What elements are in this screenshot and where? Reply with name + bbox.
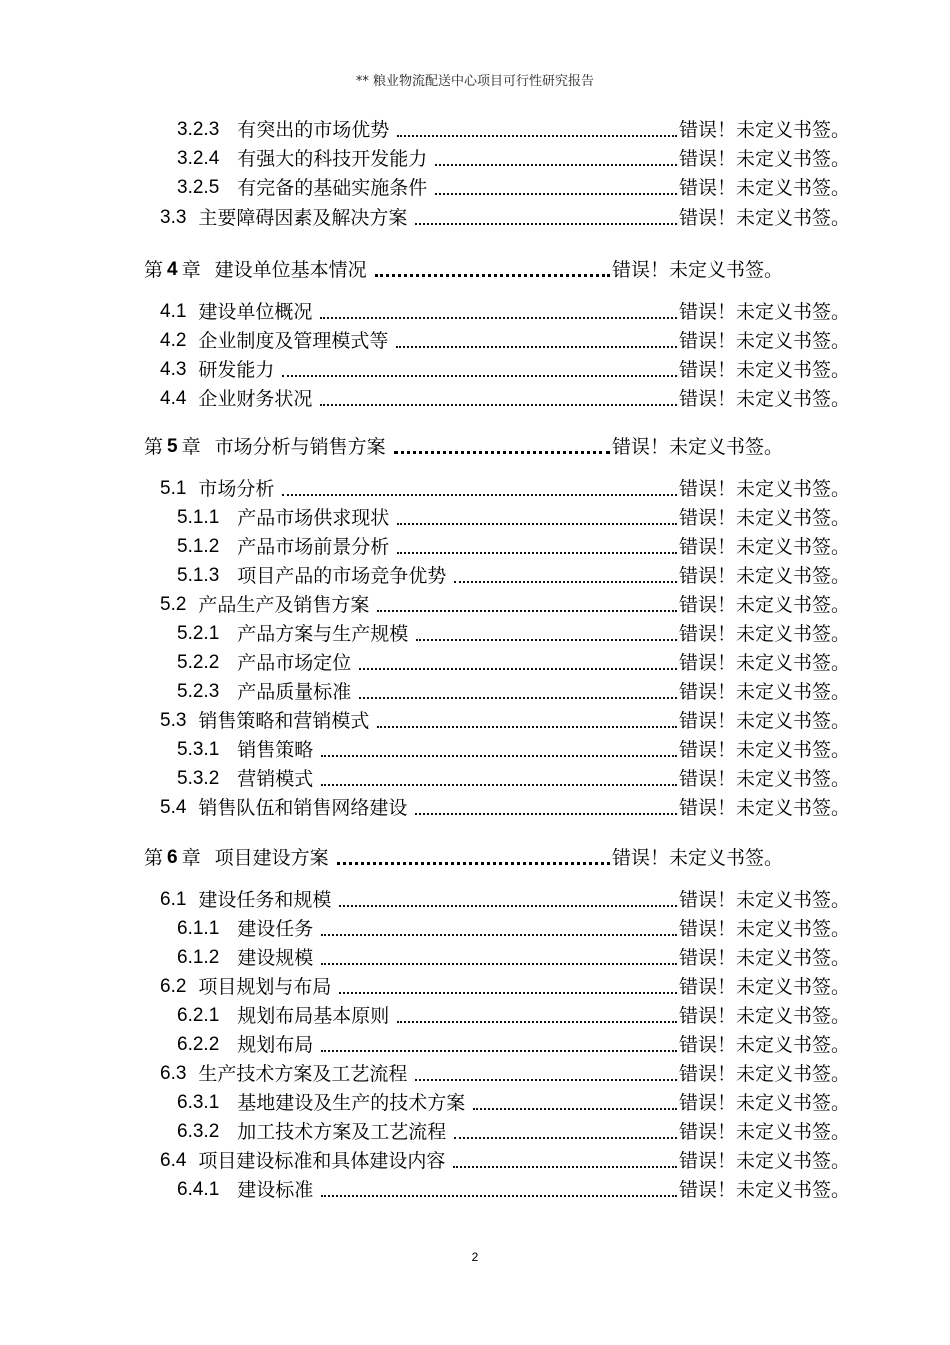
toc-entry-number: 6.1 xyxy=(160,889,187,910)
toc-dot-line xyxy=(337,862,610,865)
toc-dot-leader xyxy=(415,1060,677,1088)
toc-entry-number: 5.3 xyxy=(160,710,187,731)
toc-chapter-number: 4 xyxy=(167,259,178,280)
toc-dot-leader xyxy=(282,356,677,384)
toc-entry-page-ref: 错误！未定义书签。 xyxy=(678,710,850,732)
toc-dot-leader xyxy=(375,256,610,284)
toc-entry-page-ref: 错误！未定义书签。 xyxy=(678,947,850,969)
toc-entry-number: 3.2.5 xyxy=(177,177,220,198)
toc-entry-title: 企业制度及管理模式等 xyxy=(198,330,389,352)
toc-entry-title: 研发能力 xyxy=(198,359,275,381)
toc-entry-number: 5.2.2 xyxy=(177,652,220,673)
toc-dot-leader xyxy=(337,844,610,872)
toc-entry[interactable] xyxy=(160,1147,850,1175)
toc-entry-number: 6.3.2 xyxy=(177,1121,220,1142)
toc-dot-line xyxy=(415,223,677,225)
toc-entry-title: 基地建设及生产的技术方案 xyxy=(237,1092,466,1114)
toc-entry-page-ref: 错误！未定义书签。 xyxy=(678,301,850,323)
toc-dot-leader xyxy=(397,116,677,144)
toc-entry-title: 销售策略 xyxy=(237,739,314,761)
toc-entry[interactable] xyxy=(160,385,850,413)
toc-entry[interactable] xyxy=(160,356,850,384)
toc-entry-page-ref: 错误！未定义书签。 xyxy=(678,478,850,500)
toc-entry[interactable] xyxy=(160,327,850,355)
toc-entry-number: 6.1.2 xyxy=(177,947,220,968)
toc-dot-line xyxy=(377,726,677,728)
toc-entry-page-ref: 错误！未定义书签。 xyxy=(678,1034,850,1056)
toc-entry-page-ref: 错误！未定义书签。 xyxy=(611,259,783,281)
toc-entry-title: 主要障碍因素及解决方案 xyxy=(198,207,408,229)
toc-entry-page-ref: 错误！未定义书签。 xyxy=(678,976,850,998)
toc-entry[interactable] xyxy=(160,707,850,735)
toc-entry-title: 生产技术方案及工艺流程 xyxy=(198,1063,408,1085)
toc-entry-page-ref: 错误！未定义书签。 xyxy=(678,119,850,141)
toc-dot-leader xyxy=(321,944,677,972)
toc-entry-title: 规划布局基本原则 xyxy=(237,1005,390,1027)
toc-entry-page-ref: 错误！未定义书签。 xyxy=(678,1121,850,1143)
toc-chapter-suffix: 章 xyxy=(181,436,201,458)
toc-dot-line xyxy=(394,451,610,454)
toc-entry-title: 建设单位基本情况 xyxy=(214,259,367,281)
toc-entry-page-ref: 错误！未定义书签。 xyxy=(678,797,850,819)
toc-entry-number: 6.2 xyxy=(160,976,187,997)
toc-entry[interactable] xyxy=(177,1002,850,1030)
toc-dot-leader xyxy=(339,973,677,1001)
toc-entry[interactable] xyxy=(177,533,850,561)
toc-entry-page-ref: 错误！未定义书签。 xyxy=(678,388,850,410)
toc-entry-title: 有突出的市场优势 xyxy=(237,119,390,141)
toc-dot-line xyxy=(415,1079,677,1081)
toc-chapter-number: 6 xyxy=(167,847,178,868)
toc-entry-page-ref: 错误！未定义书签。 xyxy=(678,1179,850,1201)
toc-entry[interactable] xyxy=(177,649,850,677)
toc-dot-line xyxy=(375,274,610,277)
toc-entry-title: 产品质量标准 xyxy=(237,681,352,703)
toc-entry-title: 销售策略和营销模式 xyxy=(198,710,370,732)
toc-dot-line xyxy=(473,1108,677,1110)
toc-dot-line xyxy=(321,963,677,965)
toc-dot-leader xyxy=(415,204,677,232)
toc-entry[interactable] xyxy=(160,204,850,232)
toc-chapter-prefix: 第 xyxy=(144,436,164,458)
toc-chapter-prefix: 第 xyxy=(144,847,164,869)
toc-entry[interactable] xyxy=(177,174,850,202)
toc-dot-leader xyxy=(320,385,677,413)
toc-entry-number: 4.3 xyxy=(160,359,187,380)
toc-entry-number: 5.2.1 xyxy=(177,623,220,644)
page-number: 2 xyxy=(471,1250,479,1264)
toc-dot-line xyxy=(321,784,677,786)
toc-entry[interactable] xyxy=(177,678,850,706)
toc-dot-leader xyxy=(454,562,677,590)
toc-entry-number: 5.4 xyxy=(160,797,187,818)
toc-entry-page-ref: 错误！未定义书签。 xyxy=(678,681,850,703)
toc-dot-line xyxy=(321,755,677,757)
toc-dot-line xyxy=(396,346,677,348)
toc-entry[interactable] xyxy=(160,886,850,914)
toc-entry-title: 建设规模 xyxy=(237,947,314,969)
toc-entry-number: 4.1 xyxy=(160,301,187,322)
toc-dot-leader xyxy=(415,794,677,822)
toc-entry-page-ref: 错误！未定义书签。 xyxy=(678,177,850,199)
toc-dot-leader xyxy=(359,649,677,677)
toc-dot-line xyxy=(415,813,677,815)
toc-entry-number: 5.1.2 xyxy=(177,536,220,557)
toc-chapter-suffix: 章 xyxy=(181,259,201,281)
page-header: ** 粮业物流配送中心项目可行性研究报告 xyxy=(355,74,595,89)
toc-entry-title: 市场分析与销售方案 xyxy=(214,436,386,458)
toc-dot-leader xyxy=(453,1147,677,1175)
toc-dot-leader xyxy=(394,433,610,461)
toc-dot-leader xyxy=(435,145,677,173)
toc-entry-number: 5.1.1 xyxy=(177,507,220,528)
toc-dot-line xyxy=(397,135,677,137)
toc-entry-number: 5.3.1 xyxy=(177,739,220,760)
toc-entry[interactable] xyxy=(177,1031,850,1059)
toc-entry-title: 项目建设方案 xyxy=(214,847,329,869)
toc-dot-leader xyxy=(321,1176,677,1204)
toc-dot-line xyxy=(320,317,677,319)
toc-dot-leader xyxy=(321,765,677,793)
toc-entry-title: 建设任务 xyxy=(237,918,314,940)
toc-dot-line xyxy=(453,1166,677,1168)
toc-dot-leader xyxy=(396,327,677,355)
toc-entry[interactable] xyxy=(160,794,850,822)
toc-entry[interactable] xyxy=(177,116,850,144)
toc-entry-title: 市场分析 xyxy=(198,478,275,500)
toc-entry[interactable] xyxy=(177,145,850,173)
toc-entry[interactable] xyxy=(177,1089,850,1117)
toc-entry[interactable] xyxy=(160,475,850,503)
toc-chapter-entry[interactable] xyxy=(144,844,783,872)
toc-entry[interactable] xyxy=(177,1176,850,1204)
toc-dot-leader xyxy=(339,886,677,914)
toc-entry-title: 产品市场定位 xyxy=(237,652,352,674)
toc-entry-title: 企业财务状况 xyxy=(198,388,313,410)
toc-entry[interactable] xyxy=(177,620,850,648)
toc-entry-page-ref: 错误！未定义书签。 xyxy=(678,918,850,940)
toc-entry-page-ref: 错误！未定义书签。 xyxy=(678,739,850,761)
toc-dot-line xyxy=(359,697,677,699)
toc-entry-title: 项目产品的市场竞争优势 xyxy=(237,565,447,587)
toc-dot-leader xyxy=(320,298,677,326)
toc-dot-line xyxy=(397,552,677,554)
toc-dot-line xyxy=(339,905,677,907)
toc-entry-page-ref: 错误！未定义书签。 xyxy=(678,594,850,616)
toc-entry-number: 6.4 xyxy=(160,1150,187,1171)
toc-entry[interactable] xyxy=(160,298,850,326)
toc-dot-leader xyxy=(416,620,677,648)
toc-entry-page-ref: 错误！未定义书签。 xyxy=(611,436,783,458)
toc-dot-line xyxy=(454,1137,677,1139)
toc-dot-line xyxy=(397,523,677,525)
toc-chapter-suffix: 章 xyxy=(181,847,201,869)
toc-entry[interactable] xyxy=(160,591,850,619)
toc-chapter-prefix: 第 xyxy=(144,259,164,281)
toc-entry-page-ref: 错误！未定义书签。 xyxy=(678,207,850,229)
toc-dot-line xyxy=(435,193,677,195)
toc-dot-line xyxy=(321,934,677,936)
toc-entry-page-ref: 错误！未定义书签。 xyxy=(678,623,850,645)
toc-dot-leader xyxy=(359,678,677,706)
toc-entry-title: 产品市场供求现状 xyxy=(237,507,390,529)
toc-dot-line xyxy=(282,494,677,496)
toc-dot-line xyxy=(435,164,677,166)
toc-entry-title: 建设单位概况 xyxy=(198,301,313,323)
toc-entry-title: 产品生产及销售方案 xyxy=(198,594,370,616)
toc-dot-line xyxy=(416,639,677,641)
toc-entry-title: 有强大的科技开发能力 xyxy=(237,148,428,170)
toc-entry-number: 5.1.3 xyxy=(177,565,220,586)
toc-entry-title: 加工技术方案及工艺流程 xyxy=(237,1121,447,1143)
toc-entry-page-ref: 错误！未定义书签。 xyxy=(678,768,850,790)
toc-entry[interactable] xyxy=(177,504,850,532)
toc-entry-number: 5.2.3 xyxy=(177,681,220,702)
toc-entry-number: 6.3.1 xyxy=(177,1092,220,1113)
toc-entry-page-ref: 错误！未定义书签。 xyxy=(678,1092,850,1114)
toc-entry-page-ref: 错误！未定义书签。 xyxy=(678,507,850,529)
toc-entry-page-ref: 错误！未定义书签。 xyxy=(678,889,850,911)
toc-entry-title: 营销模式 xyxy=(237,768,314,790)
toc-entry[interactable] xyxy=(177,562,850,590)
toc-entry[interactable] xyxy=(177,1118,850,1146)
toc-entry-page-ref: 错误！未定义书签。 xyxy=(678,1150,850,1172)
toc-chapter-entry[interactable] xyxy=(144,256,783,284)
toc-entry-number: 4.4 xyxy=(160,388,187,409)
toc-entry[interactable] xyxy=(177,736,850,764)
toc-dot-leader xyxy=(377,707,677,735)
toc-entry-title: 项目规划与布局 xyxy=(198,976,332,998)
toc-entry-number: 5.1 xyxy=(160,478,187,499)
toc-entry-page-ref: 错误！未定义书签。 xyxy=(678,536,850,558)
toc-entry-number: 5.2 xyxy=(160,594,187,615)
toc-dot-line xyxy=(321,1195,677,1197)
toc-chapter-entry[interactable] xyxy=(144,433,783,461)
toc-entry-page-ref: 错误！未定义书签。 xyxy=(611,847,783,869)
toc-dot-leader xyxy=(321,736,677,764)
toc-entry-number: 3.2.4 xyxy=(177,148,220,169)
toc-dot-leader xyxy=(397,504,677,532)
toc-dot-leader xyxy=(321,915,677,943)
toc-dot-leader xyxy=(435,174,677,202)
toc-dot-line xyxy=(359,668,677,670)
toc-entry-number: 6.4.1 xyxy=(177,1179,220,1200)
toc-entry[interactable] xyxy=(177,915,850,943)
toc-entry-title: 销售队伍和销售网络建设 xyxy=(198,797,408,819)
toc-entry-page-ref: 错误！未定义书签。 xyxy=(678,652,850,674)
toc-dot-line xyxy=(377,610,677,612)
toc-entry-title: 产品市场前景分析 xyxy=(237,536,390,558)
toc-entry-title: 有完备的基础实施条件 xyxy=(237,177,428,199)
toc-entry[interactable] xyxy=(177,944,850,972)
toc-dot-line xyxy=(339,992,677,994)
toc-dot-leader xyxy=(321,1031,677,1059)
toc-entry-title: 建设任务和规模 xyxy=(198,889,332,911)
toc-dot-line xyxy=(397,1021,677,1023)
toc-entry-page-ref: 错误！未定义书签。 xyxy=(678,1005,850,1027)
toc-dot-line xyxy=(454,581,677,583)
toc-entry-number: 5.3.2 xyxy=(177,768,220,789)
toc-dot-leader xyxy=(377,591,677,619)
toc-dot-leader xyxy=(454,1118,677,1146)
toc-entry-number: 6.2.2 xyxy=(177,1034,220,1055)
toc-entry-title: 规划布局 xyxy=(237,1034,314,1056)
toc-entry[interactable] xyxy=(160,973,850,1001)
toc-entry-number: 4.2 xyxy=(160,330,187,351)
toc-dot-line xyxy=(320,404,677,406)
toc-dot-leader xyxy=(282,475,677,503)
toc-entry-title: 建设标准 xyxy=(237,1179,314,1201)
toc-dot-leader xyxy=(473,1089,677,1117)
toc-entry-page-ref: 错误！未定义书签。 xyxy=(678,330,850,352)
toc-entry-page-ref: 错误！未定义书签。 xyxy=(678,565,850,587)
toc-entry-number: 3.2.3 xyxy=(177,119,220,140)
toc-entry[interactable] xyxy=(160,1060,850,1088)
toc-entry-title: 项目建设标准和具体建设内容 xyxy=(198,1150,446,1172)
toc-dot-leader xyxy=(397,1002,677,1030)
toc-entry-number: 6.2.1 xyxy=(177,1005,220,1026)
toc-dot-leader xyxy=(397,533,677,561)
toc-chapter-number: 5 xyxy=(167,436,178,457)
toc-entry-number: 6.3 xyxy=(160,1063,187,1084)
toc-entry[interactable] xyxy=(177,765,850,793)
toc-entry-page-ref: 错误！未定义书签。 xyxy=(678,148,850,170)
toc-entry-number: 3.3 xyxy=(160,207,187,228)
toc-entry-page-ref: 错误！未定义书签。 xyxy=(678,1063,850,1085)
toc-entry-title: 产品方案与生产规模 xyxy=(237,623,409,645)
toc-entry-number: 6.1.1 xyxy=(177,918,220,939)
toc-dot-line xyxy=(321,1050,677,1052)
toc-dot-line xyxy=(282,375,677,377)
toc-entry-page-ref: 错误！未定义书签。 xyxy=(678,359,850,381)
